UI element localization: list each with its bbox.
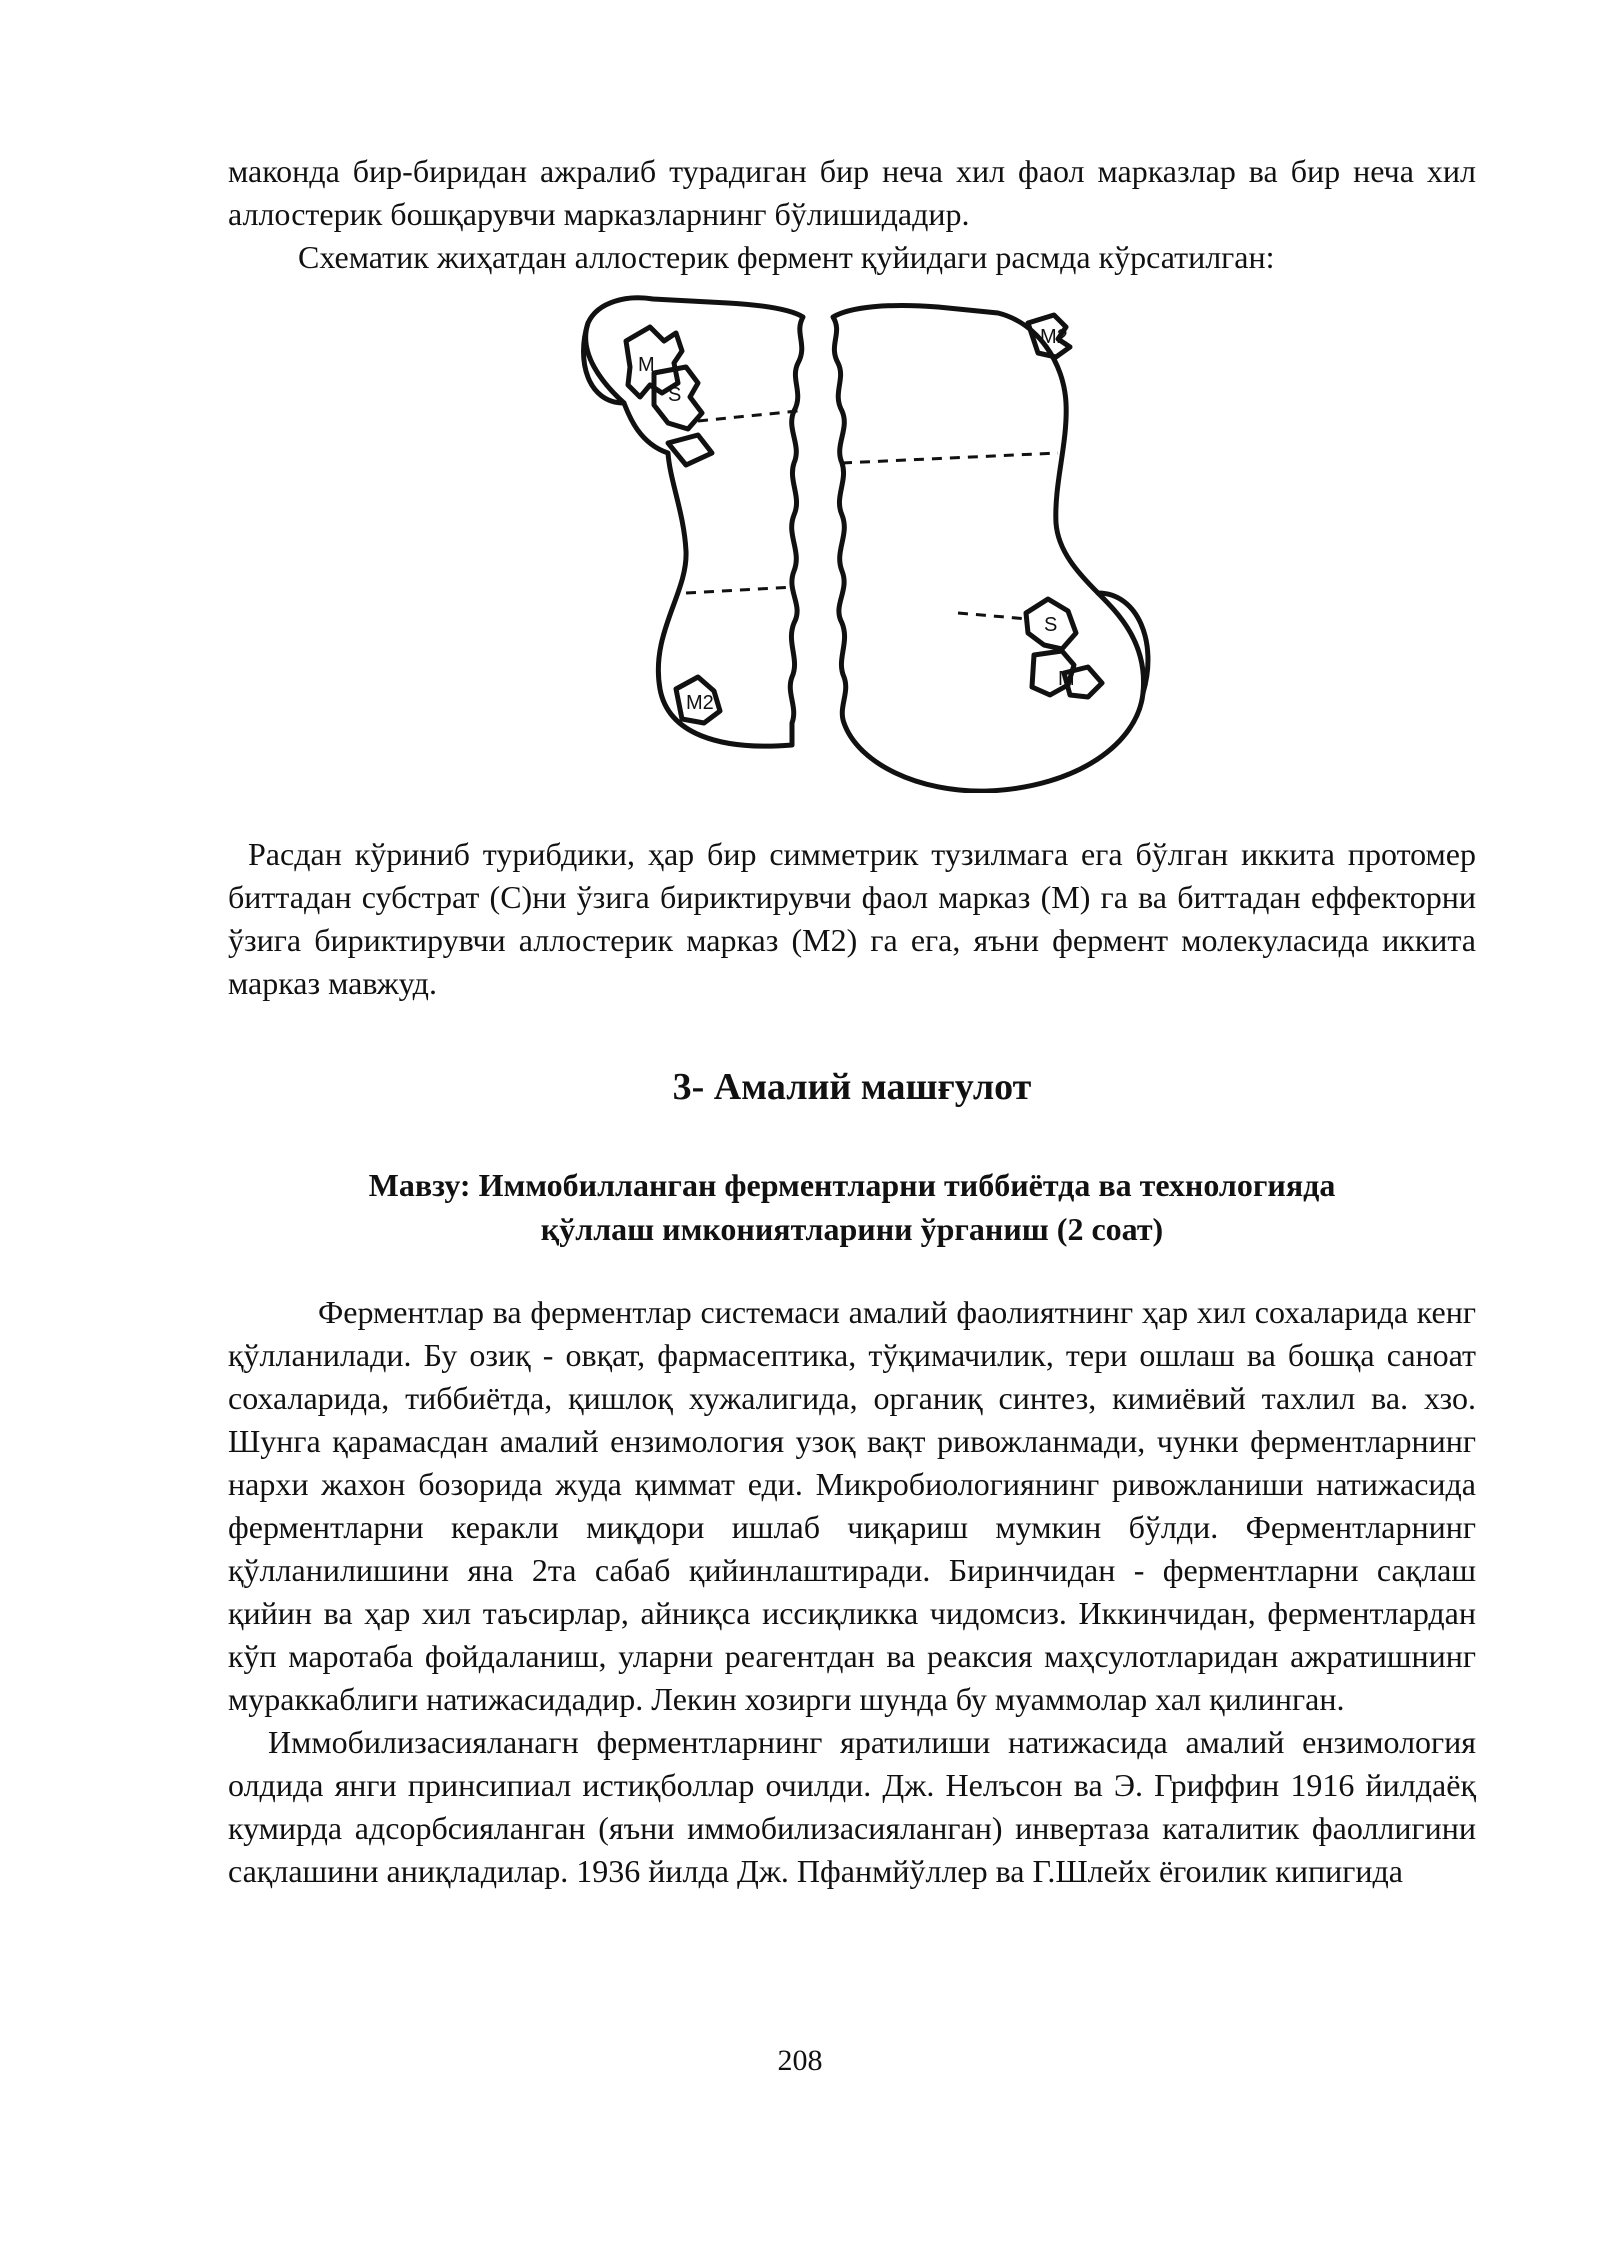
paragraph-3: Расдан кўриниб турибдики, ҳар бир симметрик тузилмага ега бўлган иккита протомер биттадан субстрат (С)ни ўзига бириктирувчи фаол марказ (М) га ва биттадан еффекторни ўзига бириктирувчи аллостерик марказ (М2) га ега, яъни фермент молекуласида иккита марказ мавжуд. xyxy=(228,836,1476,1001)
paragraph-2: Схематик жиҳатдан аллостерик фермент қуйидаги расмда кўрсатилган: xyxy=(298,239,1275,275)
document-page xyxy=(228,150,1476,1893)
practical-heading: 3- Амалий машғулот xyxy=(672,1066,1032,1108)
label-m-top: M xyxy=(638,354,655,376)
paragraph-1: маконда бир-биридан ажралиб турадиган бир неча хил фаол марказлар ва бир неча хил аллостерик бошқарувчи марказларнинг бўлишидадир. xyxy=(228,153,1476,232)
right-protomer-outline xyxy=(833,305,1144,791)
label-m2-bottom: M2 xyxy=(686,692,714,714)
label-s-top: S xyxy=(668,384,682,406)
page-number: 208 xyxy=(777,2044,823,2077)
paragraph-5: Иммобилизасияланагн ферментларнинг яратилиши натижасида амалий ензимология олдида янги принсипиал истиқболлар очилди. Дж. Нелъсон ва Э. Гриффин 1916 йилдаёқ кумирда адсорбсияланган (яъни иммобилизасияланган) инвертаза каталитик фаоллигини сақлашини аниқладилар. 1936 йилда Дж. Пфанмйўллер ва Г.Шлейх ёгоилик кипигида xyxy=(228,1724,1476,1889)
label-m2-top: M2 xyxy=(1040,326,1068,348)
topic-heading-line-2: қўллаш имкониятларини ўрганиш (2 соат) xyxy=(540,1211,1164,1247)
label-m-bottom: M xyxy=(1058,668,1075,690)
paragraph-4: Ферментлар ва ферментлар системаси амалий фаолиятнинг ҳар хил сохаларида кенг қўлланилади. Бу озиқ - овқат, фармасептика, тўқимачилик, тери ошлаш ва бошқа саноат сохаларида, тиббиётда, қишлоқ хужалигида, органиқ синтез, кимиёвий тахлил ва. хзо. Шунга қарамасдан амалий ензимология узоқ вақт ривожланмади, чунки ферментларнинг нархи жахон бозорида жуда қиммат еди. Микробиологиянинг ривожланиши натижасида ферментларни керакли миқдори ишлаб чиқариш мумкин бўлди. Ферментларнинг қўлланилишини яна 2та сабаб қийинлаштиради. Биринчидан - ферментларни сақлаш қийин ва ҳар хил таъсирлар, айниқса иссиқликка чидомсиз. Иккинчидан, ферментлардан кўп маротаба фойдаланиш, уларни реагентдан ва реаксия маҳсулотларидан ажратишнинг мураккаблиги натижасидадир. Лекин хозирги шунда бу муаммолар хал қилинган. xyxy=(228,1294,1476,1717)
label-s-bottom: S xyxy=(1044,614,1058,636)
allosteric-enzyme-figure xyxy=(558,293,1158,793)
topic-heading-line-1: Мавзу: Иммобилланган ферментларни тиббиётда ва технологияда xyxy=(368,1167,1336,1203)
allosteric-enzyme-diagram xyxy=(558,293,1158,793)
topic-heading xyxy=(228,1163,1476,1251)
